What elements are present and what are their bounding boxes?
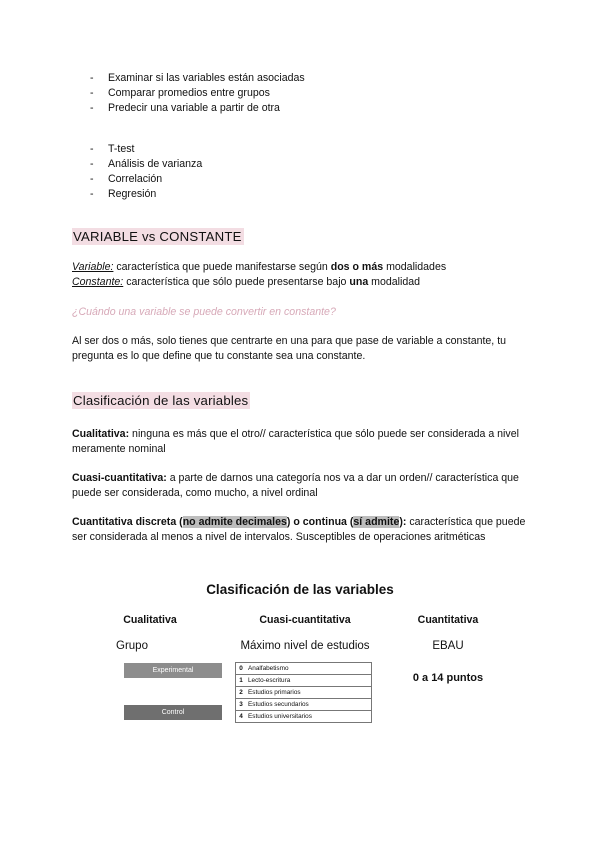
list-item: - Predecir una variable a partir de otra: [90, 101, 305, 116]
table-row: 3 Estudios secundarios: [236, 699, 372, 711]
list-item: - Examinar si las variables están asociadas: [90, 71, 305, 86]
ebau-range: 0 a 14 puntos: [412, 672, 484, 684]
column-head-cuasi: Cuasi-cuantitativa: [259, 614, 351, 626]
group-control-box: Control: [124, 705, 222, 720]
table-row: 0 Analfabetismo: [236, 663, 372, 675]
column-sub-estudios: Máximo nivel de estudios: [240, 640, 370, 652]
table-row: 4 Estudios universitarios: [236, 711, 372, 723]
table-row: 2 Estudios primarios: [236, 687, 372, 699]
tests-list: [90, 142, 202, 202]
definitions-paragraph: [72, 260, 532, 290]
column-sub-ebau: EBAU: [432, 640, 464, 652]
cuasi-paragraph: Cuasi-cuantitativa: a parte de darnos una categoría nos va a dar un orden// característica que puede ser considerada, como mucho, a nivel ordinal: [72, 472, 519, 499]
purposes-list: [90, 71, 305, 116]
variable-definition: Variable: característica que puede manifestarse según dos o más modalidades: [72, 261, 447, 273]
list-item: - Comparar promedios entre grupos: [90, 86, 305, 101]
section-heading-clasificacion: Clasificación de las variables: [73, 393, 249, 408]
list-item: - Análisis de varianza: [90, 157, 202, 172]
column-head-cualitativa: Cualitativa: [123, 614, 177, 626]
list-item: - T-test: [90, 142, 202, 157]
section-heading-variable-constante: VARIABLE vs CONSTANTE: [73, 229, 242, 244]
table-row: 1 Lecto-escritura: [236, 675, 372, 687]
column-sub-grupo: Grupo: [116, 640, 148, 652]
list-item: - Regresión: [90, 187, 202, 202]
list-item: - Correlación: [90, 172, 202, 187]
cualitativa-paragraph: Cualitativa: ninguna es más que el otro// característica que sólo puede ser considerada a nivel meramente nominal: [72, 428, 519, 455]
cuantitativa-paragraph: Cuantitativa discreta (no admite decimales) o continua (sí admite): característica que puede ser considerada al menos a nivel de intervalos. Susceptibles de operaciones aritméticas: [72, 516, 526, 543]
constante-definition: Constante: característica que sólo puede presentarse bajo una modalidad: [72, 276, 421, 288]
group-experimental-box: Experimental: [124, 663, 222, 678]
education-levels-table: [235, 662, 372, 723]
answer-paragraph: Al ser dos o más, solo tienes que centrarte en una para que pase de variable a constante, tu pregunta es lo que define que tu constante sea una constante.: [72, 335, 507, 362]
figure-title: Clasificación de las variables: [206, 582, 394, 597]
question-text: ¿Cuándo una variable se puede convertir en constante?: [72, 306, 336, 318]
column-head-cuantitativa: Cuantitativa: [417, 614, 479, 626]
